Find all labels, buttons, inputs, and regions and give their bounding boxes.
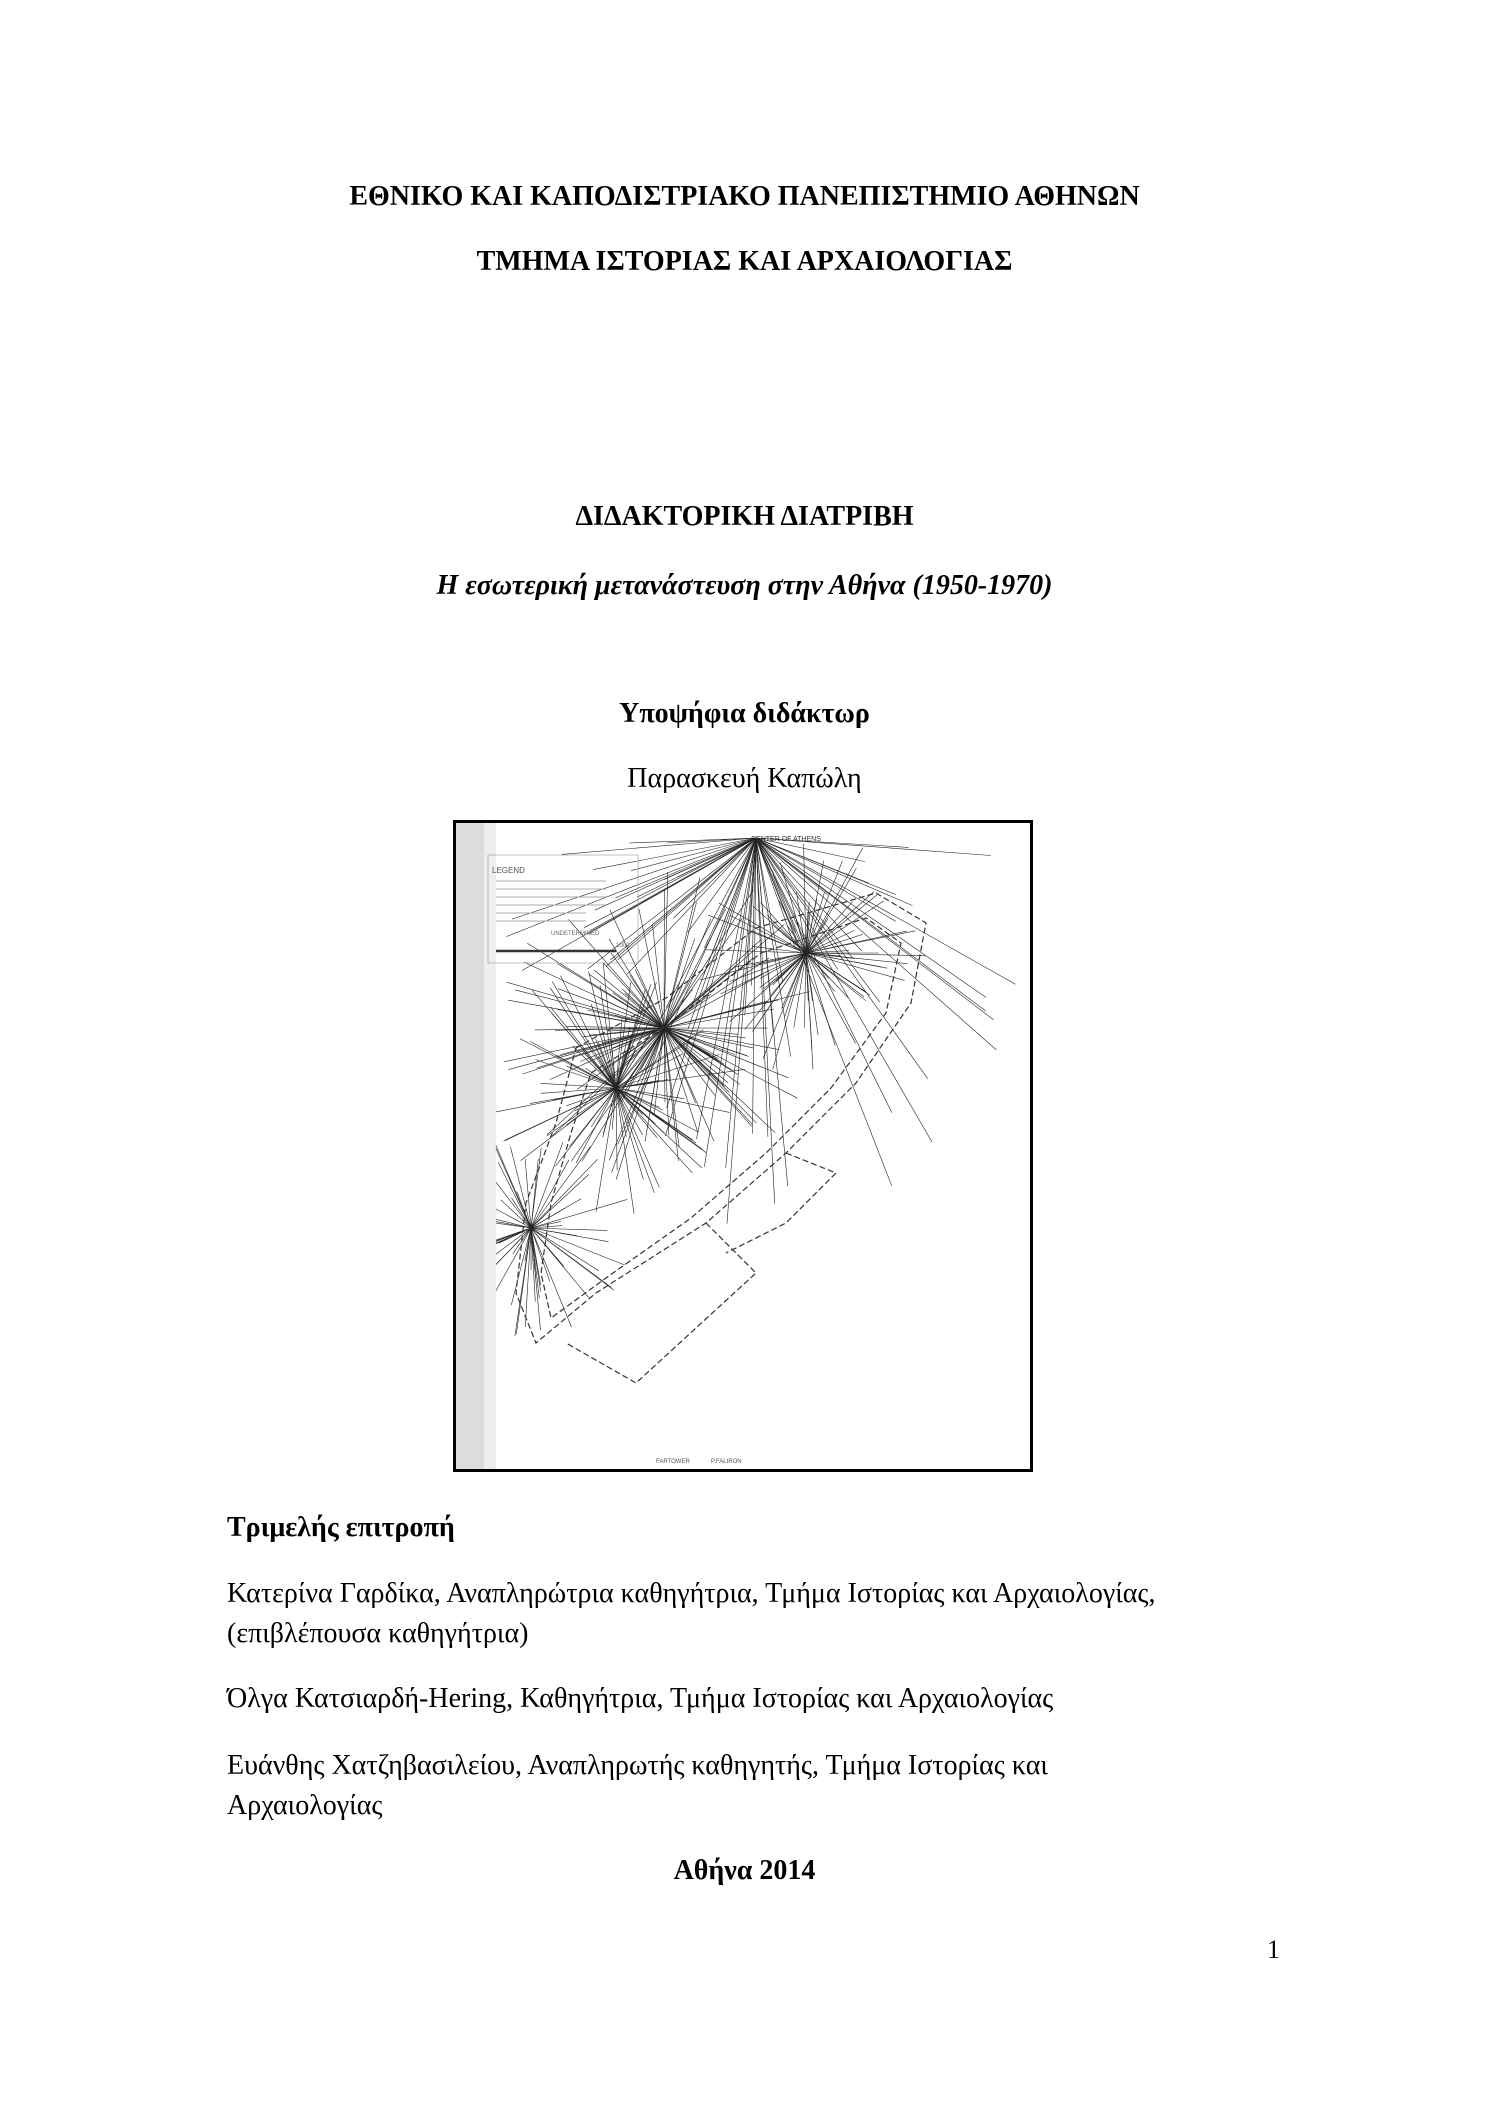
department-name: ΤΜΗΜΑ ΙΣΤΟΡΙΑΣ ΚΑΙ ΑΡΧΑΙΟΛΟΓΙΑΣ xyxy=(476,246,1013,277)
candidate-name: Παρασκευή Καπώλη xyxy=(627,763,862,794)
map-legend xyxy=(488,855,638,963)
flow-line xyxy=(664,919,711,1028)
committee-member-1-line2: (επιβλέπουσα καθηγήτρια) xyxy=(227,1618,529,1649)
candidate-label: Υποψήφια διδάκτωρ xyxy=(619,698,870,729)
flow-line xyxy=(506,838,756,937)
flow-line xyxy=(531,1199,581,1228)
flow-line xyxy=(562,838,756,854)
flow-line xyxy=(756,838,996,1050)
flow-line xyxy=(531,1199,627,1228)
map-label-center: CENTER OF ATHENS xyxy=(751,836,821,843)
flow-line xyxy=(531,1160,569,1228)
flow-line xyxy=(616,838,756,898)
flow-line xyxy=(806,953,905,980)
flow-line xyxy=(520,1039,616,1088)
flow-line xyxy=(756,838,896,921)
flow-line xyxy=(806,953,870,995)
flow-line xyxy=(531,1228,541,1330)
map-label-bottom-right: P.FALIRON xyxy=(711,1459,742,1465)
migration-map-image xyxy=(456,823,1030,1469)
committee-member-2: Όλγα Κατσιαρδή-Hering, Καθηγήτρια, Τμήμα Ιστορίας και Αρχαιολογίας xyxy=(227,1683,1054,1714)
flow-line xyxy=(499,1228,531,1243)
flow-line xyxy=(629,838,756,843)
flow-line xyxy=(531,1159,598,1228)
committee-member-3-line2: Αρχαιολογίας xyxy=(227,1790,383,1821)
migration-map-figure xyxy=(453,820,1033,1472)
flow-line xyxy=(531,1228,599,1271)
university-name: ΕΘΝΙΚΟ ΚΑΙ ΚΑΠΟΔΙΣΤΡΙΑΚΟ ΠΑΝΕΠΙΣΤΗΜΙΟ ΑΘΗΝΩΝ xyxy=(349,181,1140,212)
map-label-bottom-left: FARTOWER xyxy=(656,1459,690,1465)
flow-line xyxy=(550,988,616,1088)
flow-line xyxy=(531,1175,589,1229)
flow-line xyxy=(697,838,757,1139)
page-number: 1 xyxy=(1267,1935,1280,1964)
flow-line xyxy=(806,953,864,997)
flow-line xyxy=(806,868,856,953)
flow-line xyxy=(584,838,756,928)
flow-line xyxy=(603,963,664,1028)
flow-line xyxy=(664,1028,756,1123)
scale-value: 1000 xyxy=(616,943,630,949)
committee-heading: Τριμελής επιτροπή xyxy=(227,1512,455,1543)
flow-line xyxy=(782,953,806,1009)
flow-line xyxy=(756,838,775,1204)
flow-line xyxy=(610,910,664,1028)
flow-line xyxy=(627,838,756,974)
flow-line xyxy=(756,838,768,1137)
flow-line xyxy=(496,1228,531,1241)
committee-member-3-line1: Ευάνθης Χατζηβασιλείου, Αναπληρωτής καθηγητής, Τμήμα Ιστορίας και xyxy=(227,1750,1048,1781)
legend-undetermined: UNDETERMINED xyxy=(551,931,600,937)
flow-line xyxy=(595,838,756,910)
flow-line xyxy=(531,1228,589,1297)
flow-line xyxy=(794,953,806,1028)
flow-line xyxy=(773,953,806,1069)
legend-title: LEGEND xyxy=(492,866,525,875)
flow-line xyxy=(727,838,756,1224)
flow-line xyxy=(664,1028,728,1083)
flow-line xyxy=(664,902,697,1028)
flow-line xyxy=(756,838,932,1142)
thesis-title: Η εσωτερική μετανάστευση στην Αθήνα (1950-1970) xyxy=(436,570,1053,601)
thesis-type: ΔΙΔΑΚΤΟΡΙΚΗ ΔΙΑΤΡΙΒΗ xyxy=(575,501,914,532)
flow-line xyxy=(616,1088,692,1173)
flow-line xyxy=(531,1228,625,1265)
flow-line xyxy=(613,993,664,1028)
flow-line xyxy=(566,1027,664,1028)
place-year: Αθήνα 2014 xyxy=(673,1855,816,1886)
committee-member-1-line1: Κατερίνα Γαρδίκα, Αναπληρώτρια καθηγήτρια, Τμήμα Ιστορίας και Αρχαιολογίας, xyxy=(227,1578,1156,1609)
flow-line xyxy=(756,838,862,951)
